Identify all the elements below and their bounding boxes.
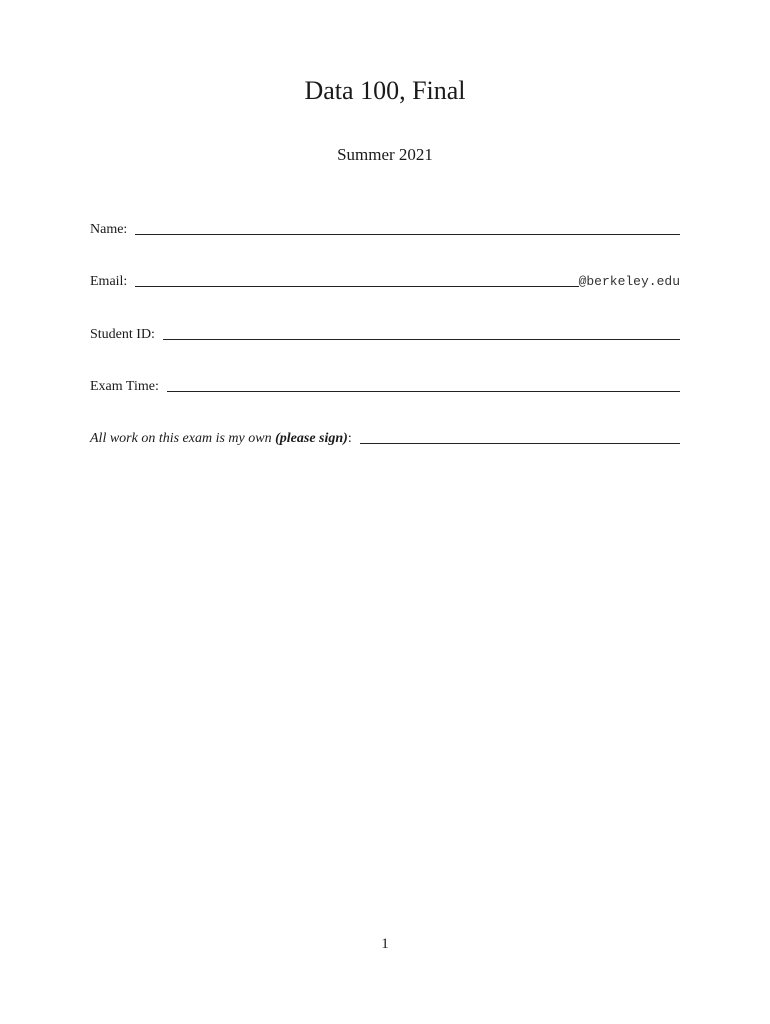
page-number: 1 — [381, 936, 389, 952]
honor-colon: : — [347, 431, 352, 446]
name-field-row — [90, 220, 680, 239]
page-title: Data 100, Final — [304, 76, 466, 105]
student-id-field-row — [90, 325, 680, 344]
student-id-label: Student ID: — [90, 327, 155, 342]
name-label: Name: — [90, 222, 128, 237]
exam-time-label: Exam Time: — [90, 379, 159, 394]
signature-field[interactable] — [360, 431, 680, 444]
honor-statement-text: All work on this exam is my own — [90, 431, 272, 446]
name-field[interactable] — [135, 222, 680, 235]
please-sign-text: (please sign) — [275, 431, 348, 446]
email-domain-suffix: @berkeley.edu — [578, 274, 680, 289]
honor-statement — [90, 430, 352, 448]
exam-time-field[interactable] — [167, 379, 680, 392]
page-subtitle: Summer 2021 — [337, 145, 433, 164]
student-id-field[interactable] — [163, 327, 680, 340]
email-label: Email: — [90, 274, 128, 289]
exam-time-field-row — [90, 377, 680, 396]
email-field[interactable] — [135, 274, 578, 287]
honor-code-row — [90, 429, 680, 448]
email-field-row — [90, 272, 680, 291]
